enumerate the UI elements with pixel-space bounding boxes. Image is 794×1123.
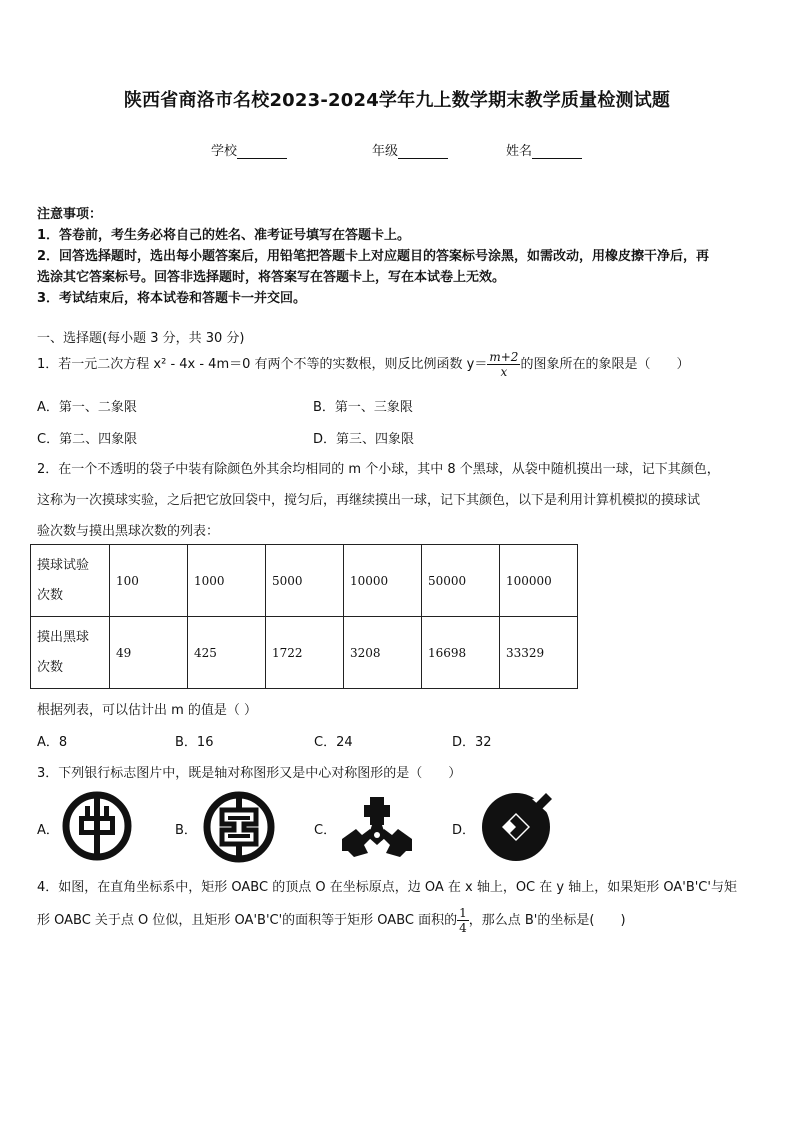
q1-option-b[interactable]: B．第一、三象限 [313,400,413,415]
q4-fraction [457,906,469,935]
table-cell: 33329 [500,617,578,689]
q2-option-d[interactable]: D．32 [452,735,492,750]
q2-line: 2．在一个不透明的袋子中装有除颜色外其余均相同的 m 个小球，其中 8 个黑球，从袋中随机摸出一球，记下其颜色， [37,462,720,477]
table-cell: 100 [110,545,188,617]
question-3: 3．下列银行标志图片中，既是轴对称图形又是中心对称图形的是（ ） [37,766,462,781]
q4-line2-suffix: ，那么点 B'的坐标是( ) [468,913,626,928]
note-item: 1．答卷前，考生务必将自己的姓名、准考证号填写在答题卡上。 [37,228,411,243]
row-header: 摸出黑球 次数 [31,617,110,689]
construction-bank-logo-icon [480,791,552,863]
name-field[interactable] [506,140,582,159]
school-field[interactable] [211,140,287,159]
table-row [31,545,578,617]
agricultural-bank-logo-icon [61,790,133,862]
table-cell: 3208 [344,617,422,689]
grade-blank[interactable] [398,145,448,159]
q3-option-d[interactable]: D． [452,823,476,838]
q2-option-a[interactable]: A．8 [37,735,68,750]
table-cell: 10000 [344,545,422,617]
q4-line2 [37,906,626,935]
table-cell: 1000 [188,545,266,617]
table-row [31,617,578,689]
table-cell: 100000 [500,545,578,617]
grade-label: 年级 [372,144,399,159]
q1-text-suffix: 的图象所在的象限是（ ） [520,357,690,372]
q1-frac-numerator: m+2 [489,350,519,364]
note-item: 3．考试结束后，将本试卷和答题卡一并交回。 [37,291,307,306]
q3-option-c[interactable]: C． [314,823,337,838]
q2-option-b[interactable]: B．16 [175,735,214,750]
tree-bank-logo-icon [340,795,414,859]
question-1 [37,350,689,379]
school-blank[interactable] [237,145,287,159]
q2-line: 这称为一次摸球实验，之后把它放回袋中，搅匀后，再继续摸出一球，记下其颜色，以下是利用计算机模拟的摸球试 [37,493,701,508]
grade-field[interactable] [372,140,448,159]
icbc-logo-icon [202,790,276,864]
page-title: 陕西省商洛市名校2023-2024学年九上数学期末教学质量检测试题 [123,90,671,111]
q1-fraction [487,350,520,379]
name-label: 姓名 [506,144,533,159]
q3-option-b[interactable]: B． [175,823,197,838]
q1-option-a[interactable]: A．第一、二象限 [37,400,137,415]
section-heading: 一、选择题(每小题 3 分，共 30 分) [37,331,245,346]
name-blank[interactable] [532,145,582,159]
table-cell: 16698 [422,617,500,689]
table-cell: 50000 [422,545,500,617]
q4-frac-denominator: 4 [459,921,467,935]
table-cell: 49 [110,617,188,689]
q1-frac-denominator: x [500,365,508,379]
q2-option-c[interactable]: C．24 [314,735,353,750]
note-item: 选涂其它答案标号。回答非选择题时，将答案写在答题卡上，写在本试卷上无效。 [37,270,506,285]
q1-option-d[interactable]: D．第三、四象限 [313,432,415,447]
table-cell: 425 [188,617,266,689]
notes-heading: 注意事项： [37,207,103,222]
q1-option-c[interactable]: C．第二、四象限 [37,432,138,447]
q1-text-prefix: 1．若一元二次方程 x² - 4x - 4m＝0 有两个不等的实数根，则反比例函数 y＝ [37,357,488,372]
q4-frac-numerator: 1 [459,906,467,920]
q3-option-a[interactable]: A． [37,823,59,838]
table-cell: 5000 [266,545,344,617]
table-cell: 1722 [266,617,344,689]
row-header: 摸球试验 次数 [31,545,110,617]
q4-line1: 4．如图，在直角坐标系中，矩形 OABC 的顶点 O 在坐标原点，边 OA 在 x 轴上，OC 在 y 轴上，如果矩形 OA'B'C'与矩 [37,880,737,895]
q2-after: 根据列表，可以估计出 m 的值是（ ） [37,703,258,718]
q4-line2-prefix: 形 OABC 关于点 O 位似，且矩形 OA'B'C'的面积等于矩形 OABC 面积的 [37,913,458,928]
q2-line: 验次数与摸出黑球次数的列表： [37,524,220,539]
school-label: 学校 [211,144,238,159]
trial-data-table [30,544,578,689]
note-item: 2．回答选择题时，选出每小题答案后，用铅笔把答题卡上对应题目的答案标号涂黑，如需改动，用橡皮擦干净后，再 [37,249,710,264]
